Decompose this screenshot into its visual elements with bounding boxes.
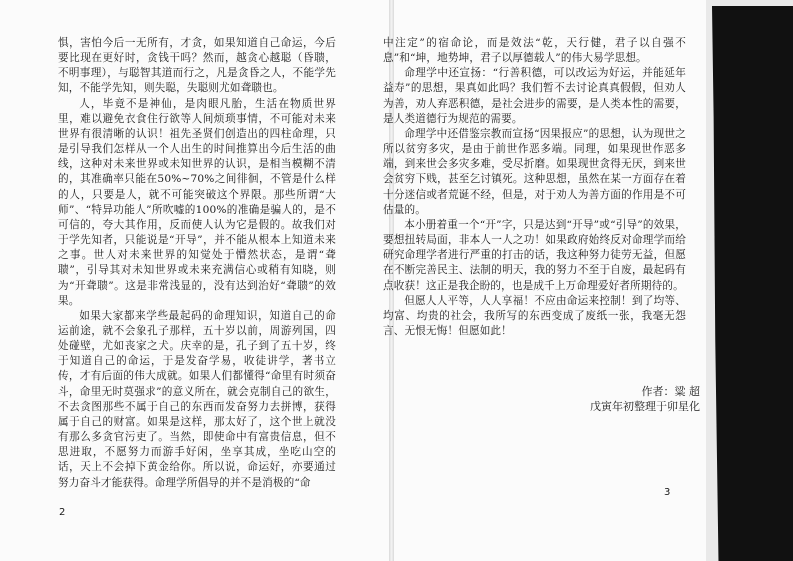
left-page-text: [58, 36, 336, 491]
right-paragraph-4: 本小册着重一个“开”字，只是达到“开导”或“引导”的效果，要想扭转局面，非本人一人之功！如果政府始终反对命理学而给研究命理学者进行严重的打击的话，我这种努力徒劳无益，但愿在不断完善民主、法制的明天，我的努力不至于自废，最起码有点收获！这正是我企盼的，也是成千上万命理爱好者所期待的。: [383, 218, 686, 292]
right-paragraph-3: 命理学中还借鉴宗教而宣扬“因果报应”的思想，认为现世之所以贫穷多灾，是由于前世作恶多端。同理，如果现世作恶多端，到来世会多灾多难，受尽折磨。如果现世贪得无厌，到来世会贫穷下贱，甚至乞讨镇死。这种思想，虽然在某一方面存在着十分迷信或者荒诞不经，但是，对于劝人为善方面的作用是不可估量的。: [383, 127, 686, 216]
left-paragraph-2: 人，毕竟不是神仙，是肉眼凡胎，生活在物质世界里，难以避免衣食住行欲等人间烦琐事情，不可能对未来世界有很清晰的认识！祖先圣贤们创造出的四柱命理，只是引导我们怎样从一个人出生的时间推算出今后生活的曲线，这种对未来世界或未知世界的认识，是相当模糊不清的，其准确率只能在50%~70%之间徘徊，不管是什么样的人，只要是人，就不可能突破这个界限。那些所谓“大师”、“特异功能人”所吹嘘的100%的准确是骗人的，是不可信的，夸大其作用，反而使人认为它是假的。故我们对于学先知者，只能说是“开导”，并不能从根本上知道未来之事。世人对未来世界的知觉处于懵然状态，是谓“聋聩”，引导其对未知世界或未来充满信心或稍有知晓，则为“开聋聩”。这是非常浅显的，没有达到治好“聋聩”的效果。: [58, 97, 336, 307]
right-paragraph-1: 中注定”的宿命论，而是效法“乾，天行健，君子以自强不息”和“坤，地势坤，君子以厚德载人”的伟大易学思想。: [383, 37, 686, 65]
left-page-number: 2: [59, 507, 66, 518]
left-paragraph-1: 惧，害怕今后一无所有，才贪，如果知道自己命运，今后要比现在更好时，贪钱干吗？然而，越贪心越聪（昏聩，不明事理），与聪智其道而行之，凡是贪昏之人，不能学先知，不能学先知，则失聪，失聪则尤如聋聩也。: [58, 37, 336, 95]
signature-author: 作者：粱 超: [641, 385, 700, 398]
signature-block: [560, 384, 700, 414]
right-page-text: [383, 36, 686, 339]
right-paragraph-2: 命理学中还宣扬：“行善积德，可以改运为好运，并能延年益寿”的思想，果真如此吗？我们暂不去讨论真真假假，但劝人为善，劝人弃恶积德，是社会进步的需要，是人类本性的需要，是人类道德行为规范的需要。: [383, 67, 686, 125]
left-paragraph-3: 如果大家都来学些最起码的命理知识，知道自己的命运前途，就不会象孔子那样，五十岁以前，周游列国，四处碰壁，尤如丧家之犬。庆幸的是，孔子到了五十岁，终于知道自己的命运，于是发奋学易，收徒讲学，著书立传，才有后面的伟大成就。如果人们都懂得“命里有时须奋斗，命里无时莫强求”的意义所在，就会克制自己的欲生，不去贪图那些不属于自己的东西而发奋努力去拼博，获得属于自己的财富。如果是这样，那太好了，这个世上就没有那么多贪官污吏了。当然，即使命中有富贵信息，但不思进取，不愿努力而游手好闲，坐享其成，坐吃山空的话，天上不会掉下黄金给你。所以说，命运好，亦要通过努力奋斗才能获得。命理学所倡导的并不是消极的“命: [58, 309, 336, 489]
dark-page-edge: [712, 6, 793, 561]
signature-date: 戊寅年初整理于卯星化: [590, 400, 700, 413]
right-page-number: 3: [664, 487, 671, 498]
right-paragraph-5: 但愿人人平等，人人享福！不应由命运来控制！到了均等、均富、均贵的社会，我所写的东西变成了废纸一张，我毫无怨言、无恨无悔！但愿如此！: [383, 294, 686, 337]
